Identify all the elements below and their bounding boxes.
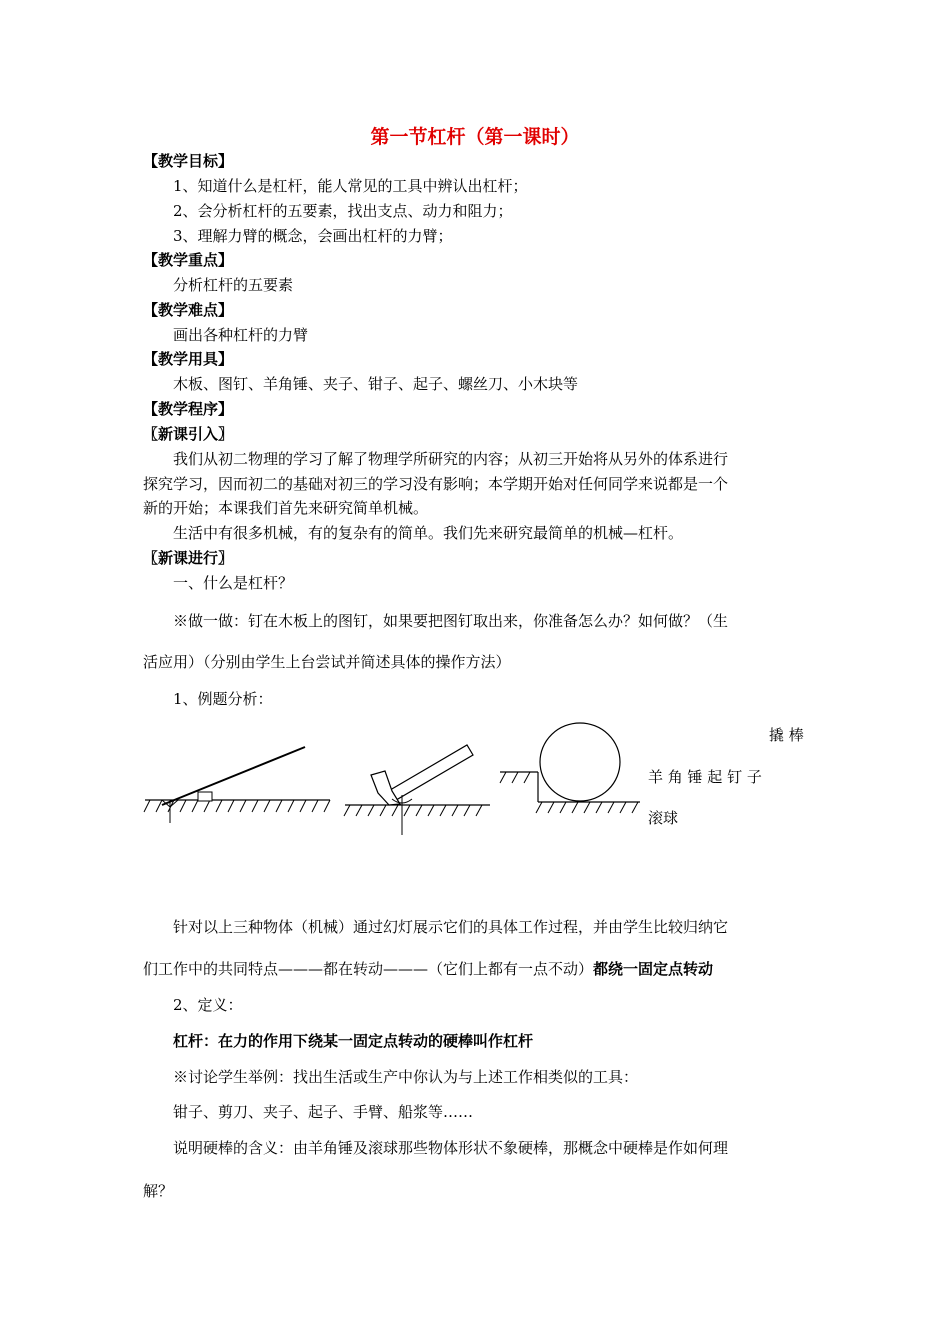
summary-line-2 — [143, 958, 713, 980]
key-point-text: 分析杠杆的五要素 — [173, 276, 294, 294]
tools-text: 木板、图钉、羊角锤、夹子、钳子、起子、螺丝刀、小木块等 — [173, 375, 579, 393]
summary-bold-text: 都绕一固定点转动 — [593, 960, 714, 978]
section-1-heading: 一、什么是杠杆？ — [173, 574, 294, 592]
key-point-heading: 【教学重点】 — [143, 251, 234, 269]
lesson-heading: 〖新课进行〗 — [143, 549, 234, 567]
intro-line-1: 我们从初二物理的学习了解了物理学所研究的内容；从初三开始将从另外的体系进行 — [173, 450, 729, 468]
label-crowbar: 撬 棒 — [769, 726, 804, 744]
tools-heading: 【教学用具】 — [143, 350, 234, 368]
difficulty-heading: 【教学难点】 — [143, 301, 234, 319]
crowbar-diagram — [144, 747, 330, 823]
objective-item-3: 3、理解力臂的概念，会画出杠杆的力臂； — [173, 227, 453, 245]
objective-item-2: 2、会分析杠杆的五要素，找出支点、动力和阻力； — [173, 202, 513, 220]
difficulty-text: 画出各种杠杆的力臂 — [173, 326, 309, 344]
intro-line-2: 探究学习，因而初二的基础对初三的学习没有影响；本学期开始对任何同学来说都是一个 — [143, 475, 729, 493]
explain-line-2: 解？ — [143, 1182, 174, 1200]
label-claw-hammer: 羊 角 锤 起 钉 子 — [648, 768, 762, 786]
lever-definition: 杠杆：在力的作用下绕某一固定点转动的硬棒叫作杠杆 — [173, 1032, 534, 1050]
definition-label: 2、定义： — [173, 996, 243, 1014]
summary-normal-text: 们工作中的共同特点———都在转动———（它们上都有一点不动） — [143, 960, 594, 978]
summary-line-1: 针对以上三种物体（机械）通过幻灯展示它们的具体工作过程，并由学生比较归纳它 — [173, 918, 729, 936]
activity-line-2: 活应用）（分别由学生上台尝试并简述具体的操作方法） — [143, 653, 511, 671]
procedure-heading: 【教学程序】 — [143, 400, 234, 418]
intro-line-4: 生活中有很多机械，有的复杂有的简单。我们先来研究最简单的机械—杠杆。 — [173, 524, 684, 542]
rolling-ball-diagram — [500, 723, 640, 813]
intro-heading: 〖新课引入〗 — [143, 425, 234, 443]
discussion-line: ※讨论学生举例：找出生活或生产中你认为与上述工作相类似的工具： — [173, 1068, 639, 1086]
explain-line-1: 说明硬棒的含义：由羊角锤及滚球那些物体形状不象硬棒，那概念中硬棒是作如何理 — [173, 1139, 729, 1157]
objectives-heading: 【教学目标】 — [143, 152, 234, 170]
intro-line-3: 新的开始；本课我们首先来研究简单机械。 — [143, 499, 429, 517]
example-label: 1、例题分析： — [173, 690, 273, 708]
claw-hammer-diagram — [344, 745, 490, 835]
page-title: 第一节杠杆（第一课时） — [370, 126, 580, 148]
objective-item-1: 1、知道什么是杠杆，能人常见的工具中辨认出杠杆； — [173, 177, 528, 195]
tool-examples: 钳子、剪刀、夹子、起子、手臂、船浆等…… — [173, 1103, 474, 1121]
activity-line-1: ※做一做：钉在木板上的图钉，如果要把图钉取出来，你准备怎么办？如何做？（生 — [173, 612, 729, 630]
label-rolling-ball: 滚球 — [648, 809, 679, 827]
